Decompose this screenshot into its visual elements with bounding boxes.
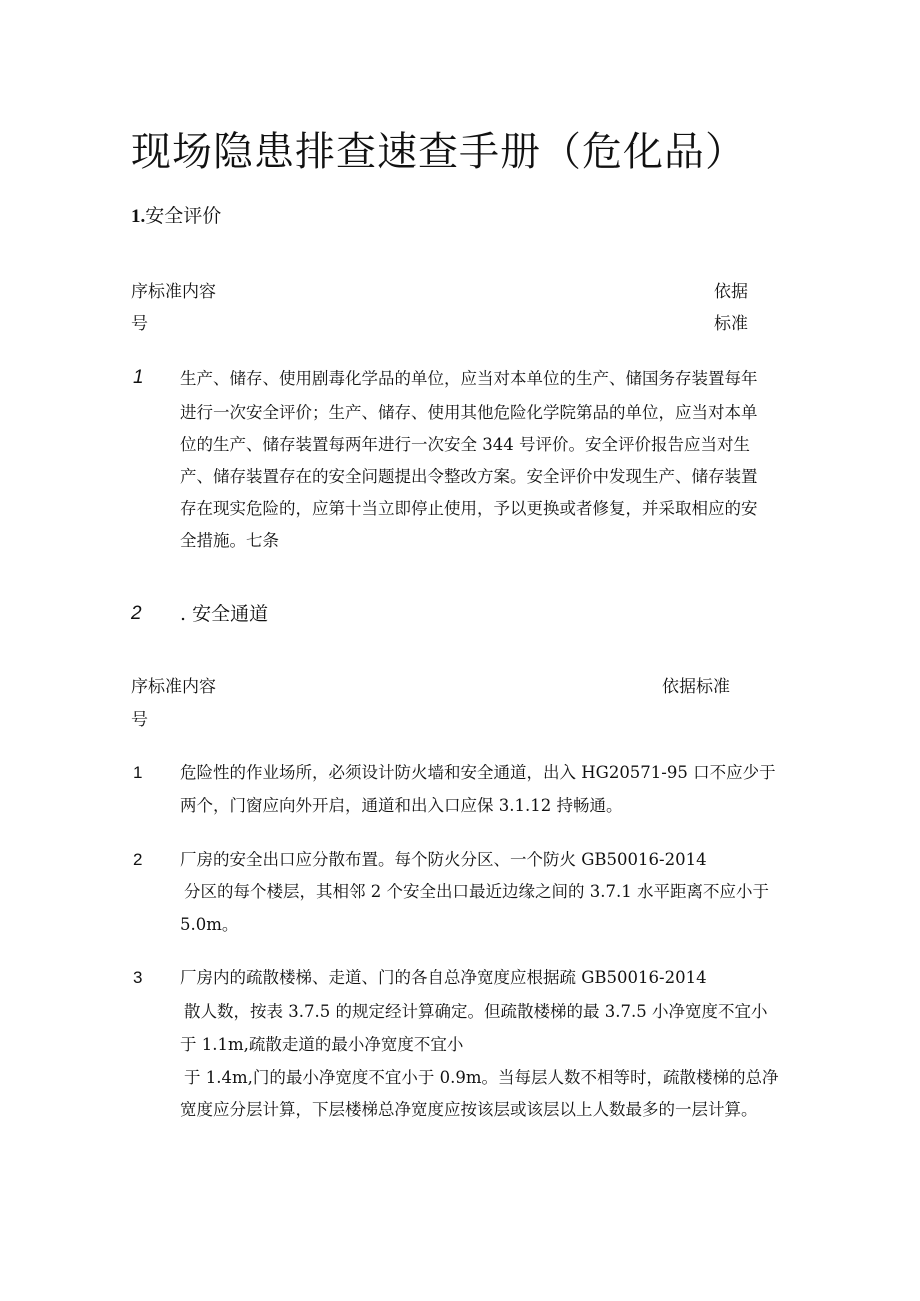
text-line: 宽度应分层计算，下层楼梯总净宽度应按该层或该层以上人数最多的一层计算。	[180, 1100, 758, 1119]
s2-header-basis-standard: 依据标准	[662, 677, 730, 697]
section-1-title: 安全评价	[145, 205, 222, 227]
s2-row-1-number: 1	[133, 763, 143, 782]
text-line: 存在现实危险的，应第十当立即停止使用，予以更换或者修复，并采取相应的安	[180, 499, 758, 518]
text-line: 分区的每个楼层，其相邻 2 个安全出口最近边缘之间的 3.7.1 水平距离不应小于	[184, 882, 769, 901]
text-line: 全措施。七条	[180, 531, 279, 550]
text-line: 厂房的安全出口应分散布置。每个防火分区、一个防火 GB50016-2014	[180, 850, 707, 869]
text-line: 厂房内的疏散楼梯、走道、门的各自总净宽度应根据疏 GB50016-2014	[180, 968, 707, 987]
text-line: 于 1.4m,门的最小净宽度不宜小于 0.9m。当每层人数不相等时，疏散楼梯的总净	[184, 1068, 779, 1087]
page-title: 现场隐患排查速查手册（危化品）	[131, 129, 746, 175]
s2-header-seq-number: 号	[131, 710, 148, 730]
s2-row-3-number: 3	[133, 968, 143, 987]
s1-header-basis: 依据	[714, 282, 748, 302]
text-line: 位的生产、储存装置每两年进行一次安全 344 号评价。安全评价报告应当对生	[180, 435, 750, 454]
section-1-heading	[131, 202, 221, 231]
s2-row-2-number: 2	[133, 850, 143, 869]
text-line: 生产、储存、使用剧毒化学品的单位，应当对本单位的生产、储国务存装置每年	[180, 369, 758, 388]
text-line: 于 1.1m,疏散走道的最小净宽度不宜小	[180, 1035, 464, 1054]
s1-header-seq-number: 号	[131, 314, 148, 334]
s2-header-seq-content: 序标准内容	[131, 677, 216, 697]
text-line: 产、储存装置存在的安全问题提出令整改方案。安全评价中发现生产、储存装置	[180, 467, 758, 486]
text-line: 散人数，按表 3.7.5 的规定经计算确定。但疏散楼梯的最 3.7.5 小净宽度不宜小	[184, 1002, 768, 1021]
text-line: 进行一次安全评价；生产、储存、使用其他危险化学院第品的单位，应当对本单	[180, 403, 758, 422]
text-line: 两个，门窗应向外开启，通道和出入口应保 3.1.12 持畅通。	[180, 796, 623, 815]
section-2-title: . 安全通道	[180, 603, 269, 625]
s1-row-1-number: 1	[133, 367, 144, 388]
s1-header-seq-content: 序标准内容	[131, 282, 216, 302]
s1-header-standard: 标准	[714, 314, 748, 334]
section-1-number: 1.	[131, 206, 146, 227]
text-line: 危险性的作业场所，必须设计防火墙和安全通道，出入 HG20571-95 口不应少于	[180, 763, 776, 782]
text-line: 5.0m。	[180, 915, 239, 934]
section-2-number: 2	[131, 603, 142, 624]
